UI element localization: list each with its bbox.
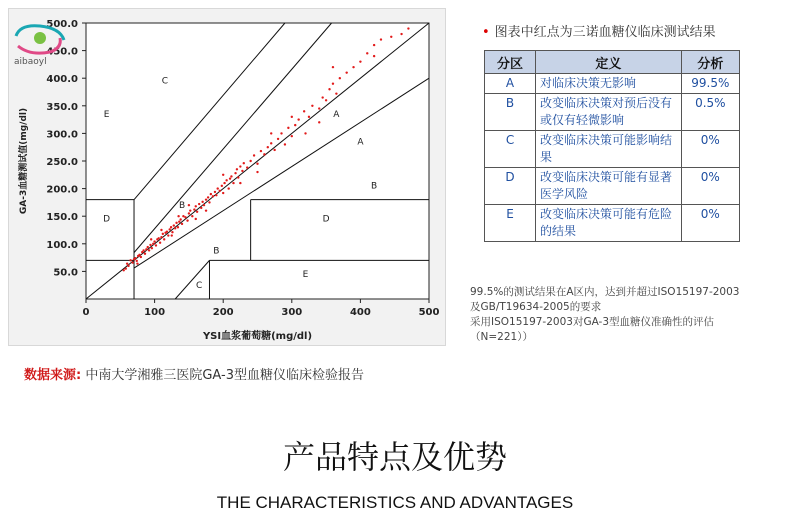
- data-point: [273, 149, 275, 151]
- y-axis-label: GA-3血糖测试值(mg/dl): [19, 107, 29, 215]
- x-axis-label: YSI血浆葡萄糖(mg/dl): [202, 331, 313, 342]
- table-row: [485, 131, 740, 168]
- data-point: [222, 174, 224, 176]
- data-point: [215, 194, 217, 196]
- definition-cell: 改变临床决策可能影响结果: [536, 131, 682, 168]
- data-point: [267, 146, 269, 148]
- data-point: [270, 132, 272, 134]
- y-tick-label: 150.0: [46, 212, 78, 224]
- y-tick-label: 400.0: [46, 74, 78, 86]
- zone-label: B: [178, 200, 186, 211]
- y-tick-label: 350.0: [46, 101, 78, 113]
- data-point: [359, 60, 361, 62]
- data-point: [222, 192, 224, 194]
- table-row: [485, 205, 740, 242]
- data-point: [304, 132, 306, 134]
- data-point: [308, 116, 310, 118]
- data-point: [144, 253, 146, 255]
- data-point: [219, 190, 221, 192]
- data-point: [380, 38, 382, 40]
- data-point: [263, 153, 265, 155]
- data-point: [325, 99, 327, 101]
- data-point: [249, 160, 251, 162]
- data-point: [163, 238, 165, 240]
- data-point: [229, 177, 231, 179]
- data-point: [253, 154, 255, 156]
- data-point: [277, 138, 279, 140]
- data-point: [366, 52, 368, 54]
- data-point: [270, 142, 272, 144]
- table-row: [485, 94, 740, 131]
- data-point: [189, 209, 191, 211]
- zone-cell: D: [485, 168, 536, 205]
- data-point: [171, 234, 173, 236]
- zone-label: B: [371, 181, 378, 192]
- data-point: [198, 203, 200, 205]
- data-point: [177, 226, 179, 228]
- header-definition: 定义: [536, 51, 682, 74]
- data-point: [162, 233, 164, 235]
- data-point: [256, 163, 258, 165]
- remarks: [470, 285, 780, 345]
- data-point: [181, 223, 183, 225]
- data-point: [345, 71, 347, 73]
- x-tick-label: 500: [418, 307, 440, 318]
- remark-line: （N=221））: [470, 331, 533, 343]
- data-point: [188, 212, 190, 214]
- data-point: [134, 257, 136, 259]
- logo-text: aibaoyl: [14, 57, 47, 67]
- data-point: [195, 218, 197, 220]
- y-tick-label: 450.0: [46, 46, 78, 58]
- data-source: [24, 364, 364, 383]
- chart-note: [482, 21, 716, 40]
- data-point: [177, 215, 179, 217]
- data-point: [291, 135, 293, 137]
- data-point: [136, 262, 138, 264]
- data-point: [284, 143, 286, 145]
- data-point: [160, 229, 162, 231]
- data-point: [243, 162, 245, 164]
- analysis-cell: 0.5%: [681, 94, 739, 131]
- data-point: [390, 36, 392, 38]
- x-tick-label: 0: [82, 307, 90, 318]
- zone-label: E: [302, 269, 309, 280]
- data-point: [193, 208, 195, 210]
- data-point: [148, 249, 150, 251]
- data-point: [287, 127, 289, 129]
- data-point: [280, 132, 282, 134]
- table-header-row: [485, 51, 740, 74]
- data-point: [131, 261, 133, 263]
- brand-logo: [10, 20, 70, 76]
- data-point: [158, 237, 160, 239]
- remark-line: 及GB/T19634-2005的要求: [470, 301, 602, 313]
- data-point: [145, 248, 147, 250]
- data-point: [125, 267, 127, 269]
- data-point: [318, 107, 320, 109]
- data-point: [256, 171, 258, 173]
- data-point: [332, 66, 334, 68]
- data-point: [153, 240, 155, 242]
- chart-note-text: 图表中红点为三诺血糖仪临床测试结果: [494, 25, 716, 40]
- zone-label: C: [161, 76, 169, 87]
- data-point: [179, 218, 181, 220]
- data-point: [173, 224, 175, 226]
- definition-cell: 改变临床决策可能有危险的结果: [536, 205, 682, 242]
- data-point: [123, 269, 125, 271]
- header-zone: 分区: [485, 51, 536, 74]
- data-point: [155, 244, 157, 246]
- data-point: [174, 227, 176, 229]
- data-point: [212, 195, 214, 197]
- zone-label: C: [196, 280, 203, 291]
- x-tick-label: 300: [281, 307, 303, 318]
- y-tick-label: 200.0: [46, 184, 78, 196]
- zone-label: E: [103, 109, 110, 120]
- zone-cell: A: [485, 74, 536, 94]
- x-tick-label: 200: [212, 307, 234, 318]
- data-point: [217, 187, 219, 189]
- chart-panel: [8, 8, 446, 346]
- data-point: [241, 170, 243, 172]
- data-point: [223, 182, 225, 184]
- data-point: [352, 66, 354, 68]
- y-tick-label: 100.0: [46, 239, 78, 251]
- data-point: [152, 243, 154, 245]
- data-point: [200, 207, 202, 209]
- data-point: [196, 211, 198, 213]
- table-row: [485, 74, 740, 94]
- data-point: [291, 116, 293, 118]
- data-point: [171, 231, 173, 233]
- zone-cell: C: [485, 131, 536, 168]
- y-tick-label: 50.0: [53, 267, 78, 279]
- data-point: [207, 196, 209, 198]
- data-point: [335, 92, 337, 94]
- section-heading: 产品特点及优势: [282, 438, 507, 476]
- data-point: [239, 165, 241, 167]
- data-point: [151, 247, 153, 249]
- data-point: [147, 246, 149, 248]
- data-point: [186, 219, 188, 221]
- data-point: [318, 121, 320, 123]
- section-subheading: THE CHARACTERISTICS AND ADVANTAGES: [216, 493, 574, 512]
- data-point: [168, 228, 170, 230]
- remark-line: 采用ISO15197-2003对GA-3型血糖仪准确性的评估: [470, 316, 714, 328]
- data-point: [339, 77, 341, 79]
- data-point: [311, 105, 313, 107]
- data-point: [210, 193, 212, 195]
- data-point: [205, 198, 207, 200]
- definition-cell: 对临床决策无影响: [536, 74, 682, 94]
- data-point: [321, 96, 323, 98]
- data-point: [208, 201, 210, 203]
- analysis-cell: 0%: [681, 168, 739, 205]
- data-point: [138, 254, 140, 256]
- analysis-cell: 99.5%: [681, 74, 739, 94]
- data-point: [400, 33, 402, 35]
- data-point: [230, 175, 232, 177]
- data-point: [178, 221, 180, 223]
- data-point: [232, 182, 234, 184]
- data-point: [236, 168, 238, 170]
- data-point: [127, 265, 129, 267]
- data-point: [203, 204, 205, 206]
- data-point: [167, 234, 169, 236]
- zone-label: A: [357, 137, 364, 148]
- header-analysis: 分析: [681, 51, 739, 74]
- zones-table: [484, 50, 740, 242]
- data-point: [175, 222, 177, 224]
- data-point: [373, 44, 375, 46]
- zone-cell: E: [485, 205, 536, 242]
- data-point: [191, 215, 193, 217]
- zone-label: B: [213, 246, 220, 257]
- data-point: [246, 166, 248, 168]
- data-point: [225, 179, 227, 181]
- data-point: [227, 187, 229, 189]
- bullet-icon: •: [482, 25, 490, 40]
- data-point: [328, 88, 330, 90]
- data-point: [201, 201, 203, 203]
- zone-label: A: [333, 109, 340, 120]
- data-point: [294, 124, 296, 126]
- data-point: [159, 241, 161, 243]
- definition-cell: 改变临床决策可能有显著医学风险: [536, 168, 682, 205]
- data-point: [142, 249, 144, 251]
- data-point: [184, 216, 186, 218]
- zone-cell: B: [485, 94, 536, 131]
- data-point: [126, 262, 128, 264]
- data-point: [150, 238, 152, 240]
- data-point: [221, 185, 223, 187]
- data-point: [214, 191, 216, 193]
- data-point: [170, 226, 172, 228]
- data-point: [332, 83, 334, 85]
- data-point: [160, 236, 162, 238]
- data-point: [182, 215, 184, 217]
- x-tick-label: 100: [144, 307, 166, 318]
- table-row: [485, 168, 740, 205]
- y-tick-label: 250.0: [46, 157, 78, 168]
- error-grid-chart: [9, 9, 447, 347]
- data-point: [166, 230, 168, 232]
- data-point: [237, 176, 239, 178]
- data-point: [140, 256, 142, 258]
- data-point: [205, 209, 207, 211]
- data-point: [297, 118, 299, 120]
- zone-label: D: [322, 214, 330, 225]
- data-point: [260, 150, 262, 152]
- data-point: [373, 55, 375, 57]
- data-point: [149, 244, 151, 246]
- data-point: [195, 205, 197, 207]
- data-point: [303, 110, 305, 112]
- data-point: [239, 182, 241, 184]
- y-tick-label: 300.0: [46, 129, 78, 141]
- data-point: [407, 27, 409, 29]
- data-source-label: 数据来源:: [24, 368, 82, 383]
- data-source-text: 中南大学湘雅三医院GA-3型血糖仪临床检验报告: [85, 368, 364, 383]
- remark-line: 99.5%的测试结果在A区内，达到并超过ISO15197-2003: [470, 286, 740, 298]
- definition-cell: 改变临床决策对预后没有或仅有轻微影响: [536, 94, 682, 131]
- analysis-cell: 0%: [681, 205, 739, 242]
- y-tick-label: 500.0: [46, 19, 78, 30]
- data-point: [234, 172, 236, 174]
- analysis-cell: 0%: [681, 131, 739, 168]
- zone-label: D: [103, 214, 111, 225]
- data-point: [188, 204, 190, 206]
- x-tick-label: 400: [349, 307, 371, 318]
- data-point: [129, 259, 131, 261]
- data-point: [136, 260, 138, 262]
